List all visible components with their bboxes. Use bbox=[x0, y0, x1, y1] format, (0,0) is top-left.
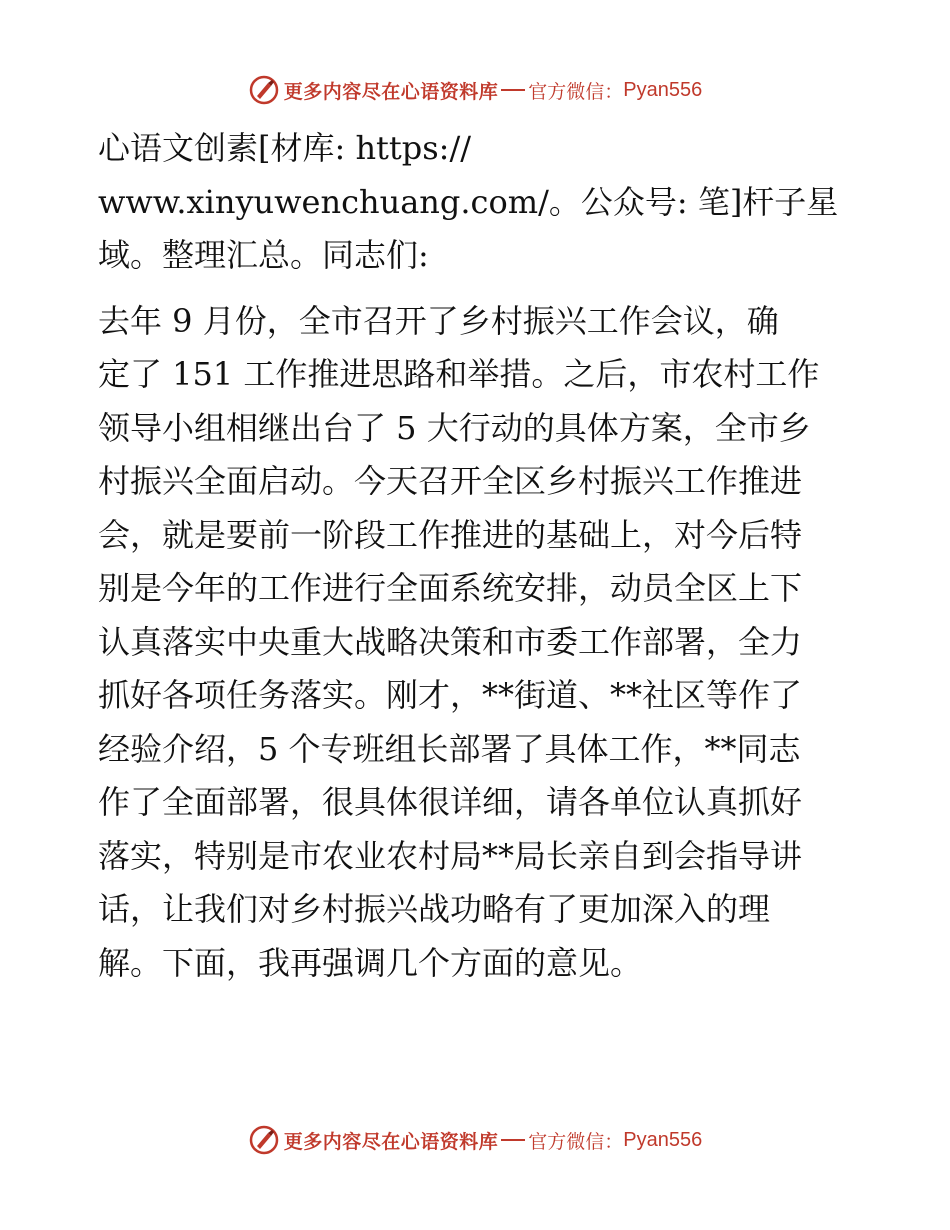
text-line: 会，就是要前一阶段工作推进的基础上，对今后特 bbox=[98, 515, 803, 554]
banner-dash bbox=[501, 89, 525, 91]
footer-banner bbox=[0, 1120, 950, 1160]
text-line: 认真落实中央重大战略决策和市委工作部署，全力 bbox=[98, 622, 803, 661]
text-line: 抓好各项任务落实。刚才，**街道、**社区等作了 bbox=[98, 676, 803, 714]
text-line: 心语文创素[材库: https:// bbox=[98, 129, 472, 167]
wechat-id: Pyan556 bbox=[623, 1128, 703, 1151]
text-line: 别是今年的工作进行全面系统安排，动员全区上下 bbox=[98, 569, 803, 607]
document-body bbox=[98, 122, 850, 990]
text-line: 作了全面部署，很具体很详细，请各单位认真抓好 bbox=[98, 783, 803, 821]
text-line: 村振兴全面启动。今天召开全区乡村振兴工作推进 bbox=[98, 462, 803, 500]
wechat-label: 官方微信： bbox=[528, 1130, 624, 1153]
promo-text: 更多内容尽在心语资料库 bbox=[283, 1130, 499, 1153]
seal-logo-icon bbox=[248, 1124, 280, 1156]
text-line: 话，让我们对乡村振兴战功略有了更加深入的理 bbox=[98, 890, 771, 928]
text-line: 落实，特别是市农业农村局**局长亲自到会指导讲 bbox=[98, 836, 803, 875]
wechat-label: 官方微信： bbox=[528, 80, 624, 103]
text-line: 解。下面，我再强调几个方面的意见。 bbox=[98, 943, 643, 982]
text-line: www.xinyuwenchuang.com/。公众号: 笔]杆子星 bbox=[98, 182, 839, 221]
promo-text: 更多内容尽在心语资料库 bbox=[283, 80, 499, 103]
paragraph-main bbox=[98, 295, 850, 991]
header-banner bbox=[0, 70, 950, 110]
paragraph-intro bbox=[98, 122, 850, 283]
seal-logo-icon bbox=[248, 74, 280, 106]
text-line: 去年 9 月份，全市召开了乡村振兴工作会议，确 bbox=[98, 301, 779, 340]
text-line: 经验介绍，5 个专班组长部署了具体工作，**同志 bbox=[98, 729, 801, 768]
text-line: 领导小组相继出台了 5 大行动的具体方案，全市乡 bbox=[98, 408, 811, 447]
wechat-id: Pyan556 bbox=[623, 78, 703, 101]
text-line: 域。整理汇总。同志们: bbox=[98, 236, 429, 274]
text-line: 定了 151 工作推进思路和举措。之后，市农村工作 bbox=[98, 355, 820, 393]
banner-dash bbox=[501, 1139, 525, 1141]
